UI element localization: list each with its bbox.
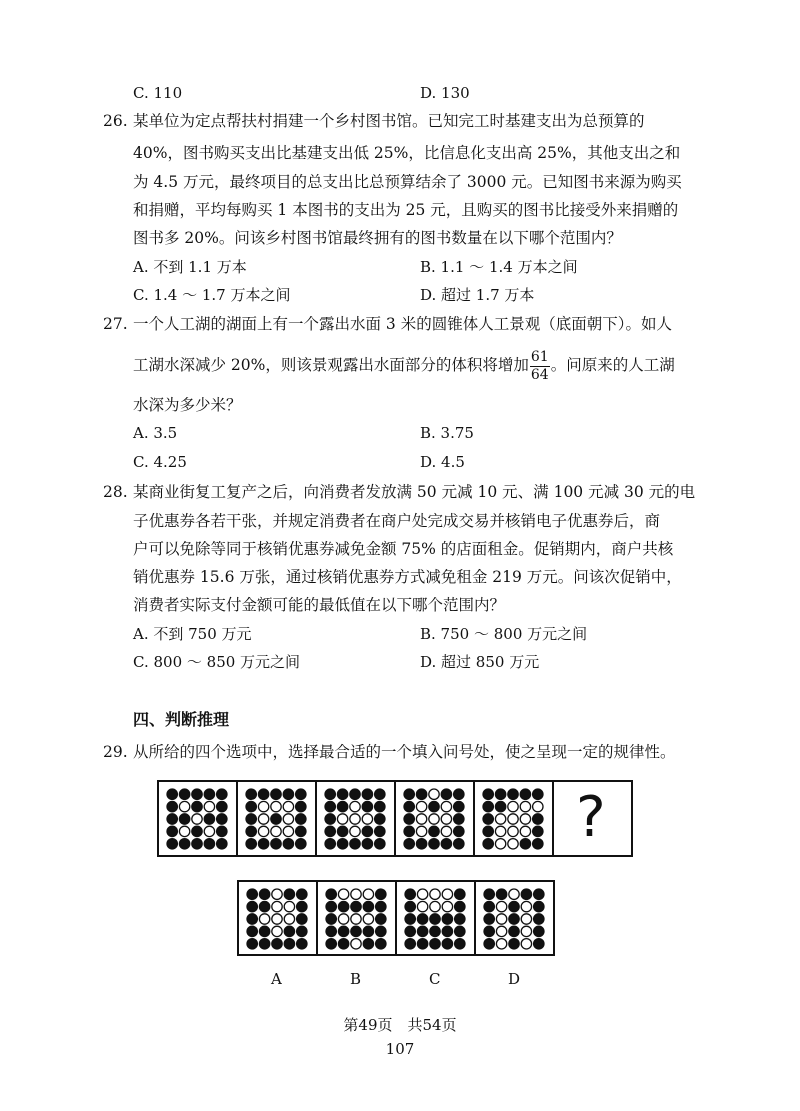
black-dot — [405, 914, 415, 924]
white-dot — [496, 914, 506, 924]
black-dot — [217, 801, 227, 811]
black-dot — [296, 801, 306, 811]
black-dot — [296, 789, 306, 799]
black-dot — [520, 789, 530, 799]
black-dot — [533, 814, 543, 824]
black-dot — [375, 801, 385, 811]
dot-grid — [241, 784, 311, 854]
q26-line: 为 4.5 万元，最终项目的总支出比总预算结余了 3000 元。已知图书来源为购买 — [133, 173, 682, 191]
black-dot — [325, 826, 335, 836]
black-dot — [246, 839, 256, 849]
q29-text: 从所给的四个选项中，选择最合适的一个填入问号处，使之呈现一定的规律性。 — [133, 743, 676, 761]
white-dot — [258, 801, 268, 811]
q26-number: 26. — [103, 112, 128, 130]
white-dot — [495, 826, 505, 836]
q25-option-c: C. 110 — [133, 84, 183, 102]
black-dot — [326, 914, 336, 924]
white-dot — [337, 814, 347, 824]
white-dot — [283, 814, 293, 824]
black-dot — [271, 814, 281, 824]
black-dot — [338, 939, 348, 949]
black-dot — [405, 901, 415, 911]
white-dot — [508, 826, 518, 836]
black-dot — [167, 826, 177, 836]
option-label: C — [429, 970, 441, 988]
white-dot — [417, 901, 427, 911]
white-dot — [496, 926, 506, 936]
dot-grid — [399, 784, 469, 854]
white-dot — [520, 801, 530, 811]
black-dot — [247, 926, 257, 936]
black-dot — [430, 939, 440, 949]
q28-number: 28. — [103, 483, 128, 501]
dot-grid — [321, 884, 391, 954]
black-dot — [259, 939, 269, 949]
black-dot — [259, 926, 269, 936]
white-dot — [204, 801, 214, 811]
fraction-numerator: 61 — [530, 348, 549, 365]
white-dot — [442, 901, 452, 911]
black-dot — [484, 901, 494, 911]
black-dot — [363, 939, 373, 949]
black-dot — [296, 839, 306, 849]
white-dot — [258, 814, 268, 824]
white-dot — [441, 801, 451, 811]
black-dot — [246, 826, 256, 836]
white-dot — [533, 801, 543, 811]
q27-option-c: C. 4.25 — [133, 453, 187, 471]
black-dot — [454, 801, 464, 811]
q27-number: 27. — [103, 315, 128, 333]
black-dot — [204, 839, 214, 849]
q27-line: 一个人工湖的湖面上有一个露出水面 3 米的圆锥体人工景观（底面朝下）。如人 — [133, 315, 672, 333]
white-dot — [521, 939, 531, 949]
black-dot — [325, 789, 335, 799]
q28-line: 某商业街复工复产之后，向消费者发放满 50 元减 10 元、满 100 元减 30 元的电 — [133, 483, 696, 501]
black-dot — [455, 939, 465, 949]
black-dot — [362, 801, 372, 811]
dot-grid — [479, 884, 549, 954]
black-dot — [441, 789, 451, 799]
black-dot — [376, 914, 386, 924]
white-dot — [179, 801, 189, 811]
black-dot — [442, 939, 452, 949]
white-dot — [283, 801, 293, 811]
option-cell-A[interactable] — [237, 880, 318, 956]
black-dot — [534, 939, 544, 949]
black-dot — [259, 889, 269, 899]
q27-line: 水深为多少米？ — [133, 396, 242, 414]
black-dot — [350, 789, 360, 799]
white-dot — [508, 839, 518, 849]
q27-line2-post: 。问原来的人工湖 — [550, 356, 675, 374]
black-dot — [441, 839, 451, 849]
black-dot — [404, 814, 414, 824]
black-dot — [404, 826, 414, 836]
black-dot — [508, 789, 518, 799]
black-dot — [455, 889, 465, 899]
black-dot — [404, 839, 414, 849]
q27-line-with-fraction — [133, 343, 675, 387]
black-dot — [179, 789, 189, 799]
q26-line: 40%，图书购买支出比基建支出低 25%，比信息化支出高 25%，其他支出之和 — [133, 144, 681, 162]
black-dot — [375, 789, 385, 799]
black-dot — [509, 901, 519, 911]
black-dot — [416, 839, 426, 849]
white-dot — [520, 826, 530, 836]
black-dot — [217, 789, 227, 799]
option-label: B — [350, 970, 362, 988]
white-dot — [350, 801, 360, 811]
black-dot — [429, 826, 439, 836]
q28-option-a: A. 不到 750 万元 — [133, 625, 252, 643]
q27-line2-pre: 工湖水深减少 20%，则该景观露出水面部分的体积将增加 — [133, 356, 529, 374]
black-dot — [509, 926, 519, 936]
black-dot — [483, 814, 493, 824]
black-dot — [362, 826, 372, 836]
q28-line: 销优惠券 15.6 万张，通过核销优惠券方式减免租金 219 万元。问该次促销中， — [133, 568, 682, 586]
black-dot — [167, 801, 177, 811]
black-dot — [484, 889, 494, 899]
black-dot — [296, 814, 306, 824]
black-dot — [325, 801, 335, 811]
white-dot — [259, 914, 269, 924]
black-dot — [284, 889, 294, 899]
black-dot — [259, 901, 269, 911]
black-dot — [297, 914, 307, 924]
fraction — [530, 349, 550, 384]
white-dot — [283, 826, 293, 836]
black-dot — [350, 839, 360, 849]
white-dot — [271, 801, 281, 811]
black-dot — [417, 914, 427, 924]
black-dot — [533, 839, 543, 849]
black-dot — [167, 839, 177, 849]
white-dot — [416, 826, 426, 836]
white-dot — [179, 826, 189, 836]
q26-line: 和捐赠，平均每购买 1 本图书的支出为 25 元，且购买的图书比接受外来捐赠的 — [133, 201, 679, 219]
black-dot — [362, 789, 372, 799]
black-dot — [326, 926, 336, 936]
black-dot — [405, 926, 415, 936]
white-dot — [284, 901, 294, 911]
black-dot — [430, 926, 440, 936]
q26-line: 图书多 20%。问该乡村图书馆最终拥有的图书数量在以下哪个范围内？ — [133, 229, 622, 247]
section-title: 四、判断推理 — [133, 710, 230, 729]
black-dot — [246, 801, 256, 811]
figure-cell-4 — [394, 780, 475, 857]
white-dot — [271, 826, 281, 836]
black-dot — [297, 901, 307, 911]
white-dot — [496, 901, 506, 911]
black-dot — [496, 889, 506, 899]
figure-cell-3 — [315, 780, 396, 857]
black-dot — [375, 826, 385, 836]
black-dot — [454, 814, 464, 824]
option-label: D — [508, 970, 521, 988]
dot-grid — [162, 784, 232, 854]
black-dot — [283, 789, 293, 799]
black-dot — [376, 926, 386, 936]
black-dot — [509, 914, 519, 924]
black-dot — [483, 826, 493, 836]
black-dot — [272, 939, 282, 949]
black-dot — [363, 901, 373, 911]
white-dot — [272, 889, 282, 899]
black-dot — [247, 939, 257, 949]
white-dot — [272, 914, 282, 924]
white-dot — [417, 889, 427, 899]
black-dot — [484, 926, 494, 936]
white-dot — [338, 914, 348, 924]
q28-line: 消费者实际支付金额可能的最低值在以下哪个范围内？ — [133, 596, 506, 614]
black-dot — [483, 789, 493, 799]
black-dot — [258, 839, 268, 849]
fraction-denominator: 64 — [530, 366, 549, 383]
q27-option-b: B. 3.75 — [420, 424, 474, 442]
dot-grid — [320, 784, 390, 854]
black-dot — [284, 926, 294, 936]
option-label: A — [271, 970, 282, 988]
black-dot — [337, 826, 347, 836]
white-dot — [442, 889, 452, 899]
white-dot — [521, 926, 531, 936]
white-dot — [416, 801, 426, 811]
black-dot — [429, 839, 439, 849]
black-dot — [271, 789, 281, 799]
black-dot — [455, 926, 465, 936]
black-dot — [521, 889, 531, 899]
q26-option-d: D. 超过 1.7 万本 — [420, 286, 535, 304]
black-dot — [179, 814, 189, 824]
black-dot — [534, 914, 544, 924]
black-dot — [297, 939, 307, 949]
black-dot — [247, 901, 257, 911]
white-dot — [350, 814, 360, 824]
black-dot — [204, 789, 214, 799]
q28-option-d: D. 超过 850 万元 — [420, 653, 540, 671]
white-dot — [363, 914, 373, 924]
black-dot — [483, 801, 493, 811]
black-dot — [192, 789, 202, 799]
q25-option-d: D. 130 — [420, 84, 470, 102]
black-dot — [454, 839, 464, 849]
q26-option-c: C. 1.4 ～ 1.7 万本之间 — [133, 286, 291, 304]
white-dot — [272, 926, 282, 936]
black-dot — [442, 914, 452, 924]
black-dot — [338, 901, 348, 911]
black-dot — [284, 939, 294, 949]
black-dot — [376, 901, 386, 911]
black-dot — [455, 901, 465, 911]
black-dot — [271, 839, 281, 849]
black-dot — [534, 926, 544, 936]
black-dot — [375, 814, 385, 824]
black-dot — [297, 889, 307, 899]
q28-line: 户可以免除等同于核销优惠券减免金额 75% 的店面租金。促销期内，商户共核 — [133, 540, 674, 558]
black-dot — [534, 901, 544, 911]
figure-cell-question — [552, 780, 633, 857]
option-cell-C[interactable] — [395, 880, 476, 956]
black-dot — [362, 839, 372, 849]
black-dot — [338, 926, 348, 936]
white-dot — [495, 814, 505, 824]
white-dot — [350, 826, 360, 836]
white-dot — [521, 914, 531, 924]
q26-option-b: B. 1.1 ～ 1.4 万本之间 — [420, 258, 578, 276]
black-dot — [351, 926, 361, 936]
black-dot — [297, 926, 307, 936]
q26-line: 某单位为定点帮扶村捐建一个乡村图书馆。已知完工时基建支出为总预算的 — [133, 112, 645, 130]
white-dot — [272, 901, 282, 911]
black-dot — [179, 839, 189, 849]
white-dot — [204, 826, 214, 836]
dot-grid — [400, 884, 470, 954]
white-dot — [520, 814, 530, 824]
black-dot — [430, 914, 440, 924]
black-dot — [337, 839, 347, 849]
black-dot — [416, 789, 426, 799]
dot-grid — [242, 884, 312, 954]
q27-option-a: A. 3.5 — [133, 424, 178, 442]
black-dot — [404, 789, 414, 799]
white-dot — [362, 814, 372, 824]
q26-option-a: A. 不到 1.1 万本 — [133, 258, 247, 276]
black-dot — [495, 789, 505, 799]
black-dot — [296, 826, 306, 836]
q28-line: 子优惠券各若干张，并规定消费者在商户处完成交易并核销电子优惠券后，商 — [133, 512, 661, 530]
black-dot — [246, 789, 256, 799]
white-dot — [258, 826, 268, 836]
black-dot — [167, 789, 177, 799]
option-cell-D[interactable] — [474, 880, 555, 956]
black-dot — [376, 889, 386, 899]
black-dot — [484, 939, 494, 949]
q28-option-c: C. 800 ～ 850 万元之间 — [133, 653, 301, 671]
q29-number: 29. — [103, 743, 128, 761]
black-dot — [429, 801, 439, 811]
q28-option-b: B. 750 ～ 800 万元之间 — [420, 625, 588, 643]
white-dot — [430, 889, 440, 899]
black-dot — [337, 789, 347, 799]
question-mark: ? — [576, 785, 606, 850]
black-dot — [509, 939, 519, 949]
white-dot — [351, 939, 361, 949]
figure-cell-5 — [473, 780, 554, 857]
black-dot — [533, 789, 543, 799]
black-dot — [376, 939, 386, 949]
white-dot — [521, 901, 531, 911]
white-dot — [495, 839, 505, 849]
black-dot — [325, 814, 335, 824]
black-dot — [363, 926, 373, 936]
page-of-total: 第49页 共54页 — [343, 1016, 457, 1034]
q27-option-d: D. 4.5 — [420, 453, 465, 471]
black-dot — [217, 814, 227, 824]
black-dot — [204, 814, 214, 824]
black-dot — [520, 839, 530, 849]
white-dot — [192, 814, 202, 824]
white-dot — [351, 914, 361, 924]
black-dot — [404, 801, 414, 811]
black-dot — [405, 939, 415, 949]
black-dot — [495, 801, 505, 811]
black-dot — [337, 801, 347, 811]
dot-grid — [478, 784, 548, 854]
black-dot — [283, 839, 293, 849]
white-dot — [429, 814, 439, 824]
white-dot — [430, 901, 440, 911]
black-dot — [247, 914, 257, 924]
black-dot — [326, 939, 336, 949]
black-dot — [192, 826, 202, 836]
white-dot — [429, 789, 439, 799]
white-dot — [508, 814, 518, 824]
black-dot — [417, 939, 427, 949]
white-dot — [441, 814, 451, 824]
white-dot — [496, 939, 506, 949]
white-dot — [441, 826, 451, 836]
black-dot — [375, 839, 385, 849]
black-dot — [326, 901, 336, 911]
white-dot — [338, 889, 348, 899]
black-dot — [326, 889, 336, 899]
white-dot — [363, 889, 373, 899]
black-dot — [246, 814, 256, 824]
page-number: 107 — [385, 1040, 415, 1058]
black-dot — [192, 801, 202, 811]
white-dot — [416, 814, 426, 824]
white-dot — [509, 889, 519, 899]
black-dot — [247, 889, 257, 899]
option-cell-B[interactable] — [316, 880, 397, 956]
black-dot — [258, 789, 268, 799]
black-dot — [454, 826, 464, 836]
black-dot — [442, 926, 452, 936]
black-dot — [484, 914, 494, 924]
black-dot — [217, 826, 227, 836]
black-dot — [417, 926, 427, 936]
black-dot — [325, 839, 335, 849]
figure-cell-2 — [236, 780, 317, 857]
black-dot — [533, 826, 543, 836]
black-dot — [351, 901, 361, 911]
black-dot — [192, 839, 202, 849]
black-dot — [454, 789, 464, 799]
black-dot — [217, 839, 227, 849]
white-dot — [351, 889, 361, 899]
white-dot — [508, 801, 518, 811]
black-dot — [167, 814, 177, 824]
black-dot — [534, 889, 544, 899]
black-dot — [405, 889, 415, 899]
figure-cell-1 — [157, 780, 238, 857]
white-dot — [284, 914, 294, 924]
black-dot — [455, 914, 465, 924]
black-dot — [483, 839, 493, 849]
